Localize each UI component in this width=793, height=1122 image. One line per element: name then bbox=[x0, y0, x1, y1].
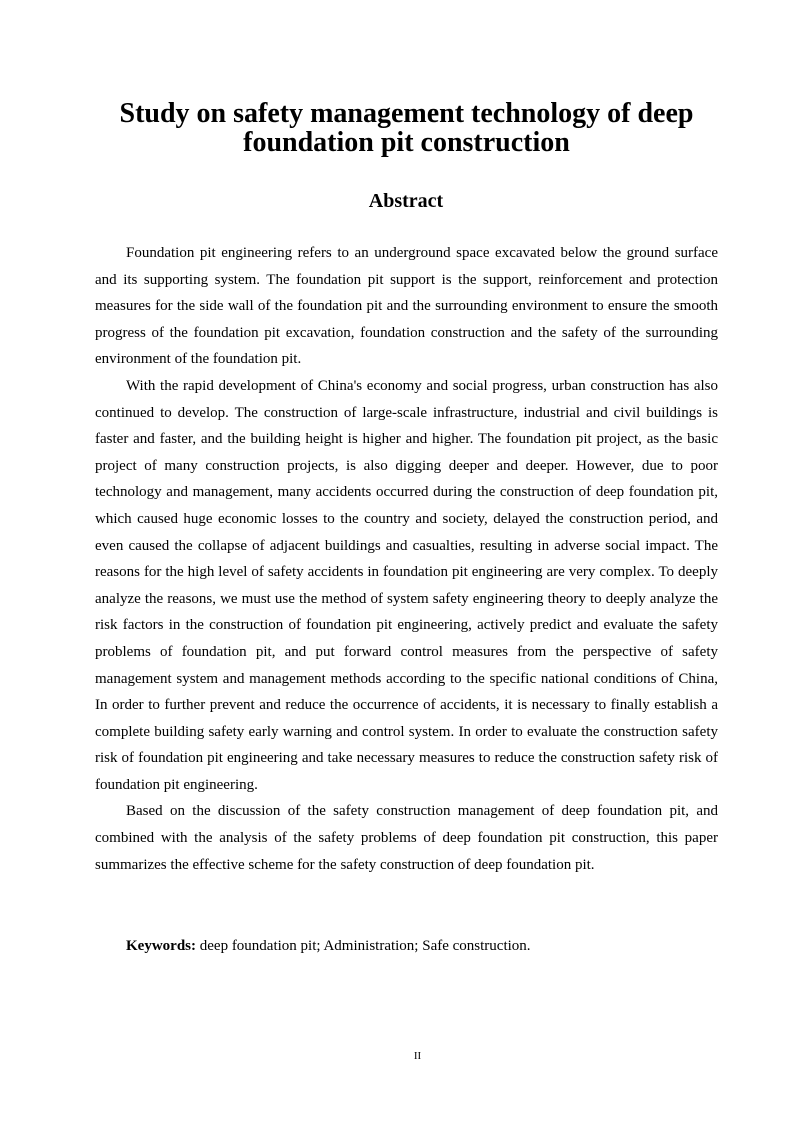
keywords-line bbox=[95, 933, 718, 959]
keywords-text: deep foundation pit; Administration; Safe construction. bbox=[196, 938, 531, 954]
abstract-body bbox=[95, 240, 718, 878]
abstract-paragraph-1: Foundation pit engineering refers to an underground space excavated below the ground surface and its supporting system. The foundation pit support is the support, reinforcement and protection measures for the side wall of the foundation pit and the surrounding environment to ensure the smooth progress of the foundation pit excavation, foundation construction and the safety of the surrounding environment of the foundation pit. bbox=[95, 245, 718, 368]
page-number: II bbox=[413, 1050, 422, 1062]
abstract-paragraph-3: Based on the discussion of the safety construction management of deep foundation pit, and combined with the analysis of the safety problems of deep foundation pit construction, this paper summarizes the effective scheme for the safety construction of deep foundation pit. bbox=[95, 803, 718, 873]
abstract-paragraph-2: With the rapid development of China's economy and social progress, urban construction has also continued to develop. The construction of large-scale infrastructure, industrial and civil buildings is faster and faster, and the building height is higher and higher. The foundation pit project, as the basic project of many construction projects, is also digging deeper and deeper. However, due to poor technology and management, many accidents occurred during the construction of deep foundation pit, which caused huge economic losses to the country and society, delayed the construction period, and even caused the collapse of adjacent buildings and casualties, resulting in adverse social impact. The reasons for the high level of safety accidents in foundation pit engineering are very complex. To deeply analyze the reasons, we must use the method of system safety engineering theory to deeply analyze the risk factors in the construction of foundation pit engineering, actively predict and evaluate the safety problems of foundation pit, and put forward control measures from the perspective of safety management system and management methods according to the specific national conditions of China, In order to further prevent and reduce the occurrence of accidents, it is necessary to finally establish a complete building safety early warning and control system. In order to evaluate the construction safety risk of foundation pit engineering and take necessary measures to reduce the construction safety risk of foundation pit engineering. bbox=[95, 377, 718, 793]
keywords-label: Keywords: bbox=[126, 938, 196, 954]
abstract-heading: Abstract bbox=[368, 190, 444, 212]
document-title: Study on safety management technology of deep foundation pit construction bbox=[119, 98, 694, 158]
